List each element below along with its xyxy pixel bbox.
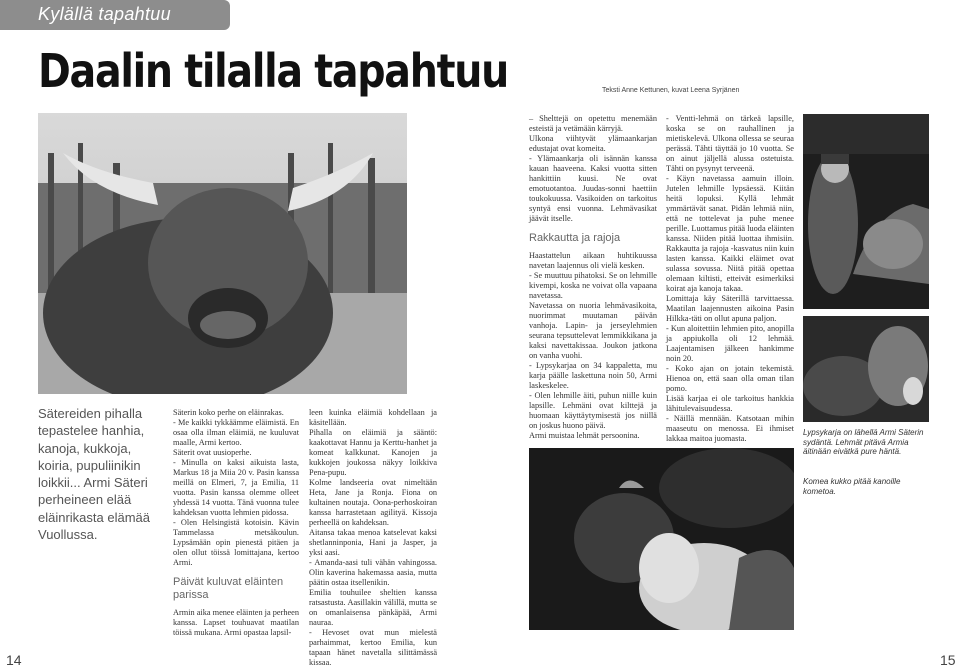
page-number-right: 15 <box>940 652 956 668</box>
paragraph: Armi muistaa lehmät persoonina. <box>529 431 640 440</box>
paragraph: - Me kaikki tykkäämme eläimistä. En osaa olla ilman eläimiä, ne kuuluvat maalle, Armi kertoo. <box>173 418 299 447</box>
article-title: Daalin tilalla tapahtuu <box>38 44 508 98</box>
photo-caption-rooster: Komea kukko pitää kanoille kometoa. <box>803 477 901 496</box>
paragraph: - Amanda-aasi tuli vähän vahingossa. Olin kaverina hakemassa aasia, mutta päätin ostaa itsellenikin. <box>309 558 437 587</box>
paragraph: Aitansa takaa menoa katselevat kaksi shetlanninponia, Hani ja Jasper, ja yksi aasi. <box>309 528 437 557</box>
cow-photo <box>803 114 929 309</box>
paragraph: - Koko ajan on jotain tekemistä. Hienoa on, että saan olla oman tilan pomo. <box>666 364 794 393</box>
paragraph: Haastattelun aikaan huhtikuussa navetan laajennus oli vielä kesken. <box>529 251 657 270</box>
paragraph: leen kuinka eläimiä kohdellaan ja käsitellään. <box>309 408 437 427</box>
paragraph: Lomittaja käy Säterillä tarvittaessa. Maatilan laajennusten aikoina Pasin Hilkka-täti on ollut apuna paljon. <box>666 294 794 323</box>
paragraph: - Olen Helsingistä kotoisin. Kävin Tammelassa metsäkoulun. Lypsämään opin pienestä pitäen ja olen ollut töissä lomittajana, kertoo Armi. <box>173 518 299 567</box>
paragraph: - Näillä mennään. Katsotaan mihin maaseutu on menossa. Ei ihmiset lakkaa maitoa juomasta. <box>666 414 794 443</box>
paragraph: Pihalla on eläimiä ja sääntö: kaakottavat Hannu ja Kerttu-hanhet ja komeat kalkkunat. Kanojen ja kukkojen joukossa näkyy loikkiva Pena-pupu. <box>309 428 437 477</box>
photo-caption-cows: Lypsykarja on lähellä Armi Säterin sydäntä. Lehmät pitävä Armia äitinään eivätkä pure häntä. <box>803 428 924 456</box>
section-tab <box>0 0 230 30</box>
paragraph: Kolme landseeria ovat nimeltään Heta, Jane ja Ronja. Fiona on kultainen noutaja. Oona-perhoskoiran kanssa harrastetaan agilityä. Kissoja perheellä on kahdeksan. <box>309 478 437 527</box>
paragraph: Ulkona viihtyvät ylämaankarjan edustajat ovat komeita. <box>529 134 657 153</box>
paragraph: - Käyn navetassa aamuin illoin. Jutelen lehmille lypsäessä. Kiitän heitä lopuksi. Kyllä lehmät ymmärtävät sanat. Pidän lehmiä niin, että ne tottelevat ja puhe menee perille. Luottamus pitää luoda eläinten kanssa. Niiden pitää luottaa ihmisiin. Rakkautta ja rajoja -kasvatus niin kuin lasten kanssa. Kaikki eläimet ovat sulassa sovussa. Niitä pitää opettaa olemaan kiltisti, etteivät esimerkiksi koirat aja kanoja takaa. <box>666 174 794 293</box>
article-column-4 <box>666 114 794 444</box>
paragraph: - Lypsykarjaa on 34 kappaletta, mu karja päälle laskettuna noin 50, Armi laskeskelee. <box>529 361 657 390</box>
paragraph: Säterit ovat uusioperhe. <box>173 448 252 457</box>
cow-photo-2 <box>803 316 929 422</box>
paragraph: - Se muuttuu pihatoksi. Se on lehmille kivempi, koska ne voivat olla vapaana navetassa. <box>529 271 657 300</box>
article-column-3 <box>529 114 657 441</box>
article-column-1 <box>173 408 299 638</box>
paragraph: - Ylämaankarja oli isännän kanssa kauan haaveena. Kaksi vuotta sitten hankittiin kuusi. Ne ovat emotuotantoa. Juudas-sonni haettiin toukokuussa. Vasikoiden on tarkoitus syntyä ensi vuonna. Lehmävasikat jäävät itselle. <box>529 154 657 223</box>
highland-cow-photo <box>38 113 407 394</box>
paragraph: Emilia touhuilee sheltien kanssa ratsastusta. Aasillakin välillä, mutta se on omanlaisensa pänkäpää, Armi nauraa. <box>309 588 437 627</box>
page-number-left: 14 <box>6 652 22 668</box>
rooster-photo <box>529 448 794 630</box>
subheading: Rakkautta ja rajoja <box>529 232 621 244</box>
paragraph: Armin aika menee eläinten ja perheen kanssa. Lapset touhuavat maatilan töissä mukana. Armi opastaa lapsil- <box>173 608 300 637</box>
section-label: Kylällä tapahtuu <box>38 4 171 24</box>
paragraph: Säterin koko perhe on eläinrakas. <box>173 408 284 417</box>
paragraph: - Olen lehmille äiti, puhun niille kuin lapsille. Lehmäni ovat kilttejä ja huomaan käyttäytymisestä jos niillä on joskus huono päivä. <box>529 391 657 430</box>
article-credit: Teksti Anne Kettunen, kuvat Leena Syrjänen <box>602 87 740 94</box>
paragraph: - Ventti-lehmä on tärkeä lapsille, koska se on rauhallinen ja mietiskelevä. Ulkona ollessa se seuraa perässä. Tähti täyttää jo 10 vuotta. Se on ainut jäljellä alussa ostetuista. Tähti on pysynyt terveenä. <box>666 114 794 173</box>
subheading: Päivät kuluvat eläinten parissa <box>173 576 284 601</box>
paragraph: - Kun aloitettiin lehmien pito, anopilla ja appiukolla oli 12 lehmää. Laajentamisen jälkeen hankimme noin 20. <box>666 324 794 363</box>
lead-paragraph: Sätereiden pihalla tepastelee hanhia, kanoja, kukkoja, koiria, pupuliinikin loikkii... Armi Säteri perheineen elää eläinrikasta elämää Vuollussa. <box>38 406 151 543</box>
paragraph: Lisää karjaa ei ole tarkoitus hankkia lähitulevaisuudessa. <box>666 394 794 413</box>
paragraph: - Minulla on kaksi aikuista lasta, Markus 18 ja Miia 20 v. Pasin kanssa meillä on Elmeri, 7, ja Emilia, 11 vuotta. Pasin kanssa olemme olleet yhdessä 14 vuotta. Tänä vuonna tulee kahdeksan vuotta lehmien pidossa. <box>173 458 299 517</box>
article-column-2 <box>309 408 437 668</box>
paragraph: – Shelttejä on opetettu menemään esteistä ja vetämään kärryjä. <box>529 114 657 133</box>
paragraph: - Hevoset ovat mun mielestä parhaimmat, kertoo Emilia, kun tapaan hänet navetalla silittämässä kissaa. <box>309 628 437 667</box>
paragraph: Navetassa on nuoria lehmävasikoita, nuorimmat muutaman päivän vanhoja. Lapin- ja jerseylehmien seurana tepsuttelevat lemmikkikana ja kaksi navettakissaa. Joukon jatkona on vanha vuohi. <box>529 301 657 360</box>
